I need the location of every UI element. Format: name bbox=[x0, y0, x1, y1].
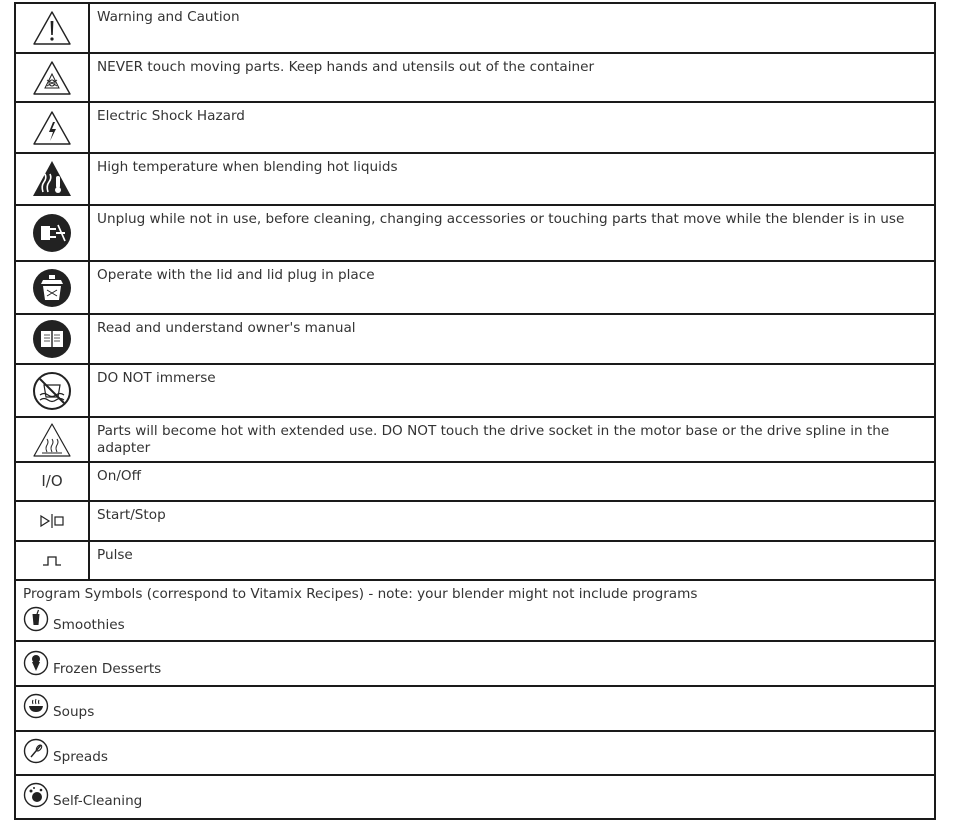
program-item bbox=[23, 650, 927, 676]
symbol-cell bbox=[15, 314, 89, 364]
symbol-description: Parts will become hot with extended use. DO NOT touch the drive socket in the motor base or the drive spline in the adapter bbox=[89, 417, 935, 462]
self-cleaning-icon bbox=[23, 782, 49, 808]
symbol-cell bbox=[15, 541, 89, 580]
symbol-cell bbox=[15, 462, 89, 501]
symbol-description: NEVER touch moving parts. Keep hands and utensils out of the container bbox=[89, 53, 935, 102]
program-cell bbox=[15, 775, 935, 819]
program-item bbox=[23, 693, 927, 719]
table-row bbox=[15, 686, 935, 731]
table-row bbox=[15, 3, 935, 53]
table-row bbox=[15, 501, 935, 541]
symbol-description: Electric Shock Hazard bbox=[89, 102, 935, 153]
symbols-table-container bbox=[14, 2, 936, 820]
table-row bbox=[15, 417, 935, 462]
table-row bbox=[15, 261, 935, 314]
symbol-description: Unplug while not in use, before cleaning, changing accessories or touching parts that move while the blender is in use bbox=[89, 205, 935, 261]
symbol-description: Start/Stop bbox=[89, 501, 935, 541]
table-row bbox=[15, 462, 935, 501]
table-row bbox=[15, 153, 935, 205]
hot-surface-triangle-icon bbox=[32, 422, 72, 458]
moving-parts-triangle-icon bbox=[32, 60, 72, 96]
program-cell bbox=[15, 686, 935, 731]
electric-shock-triangle-icon bbox=[32, 110, 72, 146]
symbol-cell bbox=[15, 417, 89, 462]
symbol-description: DO NOT immerse bbox=[89, 364, 935, 417]
on-off-symbol: I/O bbox=[41, 471, 63, 490]
symbol-cell bbox=[15, 501, 89, 541]
lid-in-place-icon bbox=[32, 268, 72, 308]
program-cell bbox=[15, 731, 935, 775]
table-row bbox=[15, 731, 935, 775]
program-section-header: Program Symbols (correspond to Vitamix Recipes) - note: your blender might not include programs bbox=[23, 586, 698, 602]
table-row bbox=[15, 364, 935, 417]
symbol-description: Warning and Caution bbox=[89, 3, 935, 53]
table-row bbox=[15, 102, 935, 153]
table-row bbox=[15, 775, 935, 819]
program-label: Self-Cleaning bbox=[53, 793, 143, 809]
symbol-cell bbox=[15, 364, 89, 417]
program-label: Soups bbox=[53, 704, 95, 720]
safety-symbols-table bbox=[14, 2, 936, 820]
spread-icon bbox=[23, 738, 49, 764]
program-label: Smoothies bbox=[53, 617, 125, 633]
table-row bbox=[15, 641, 935, 686]
symbol-description: Read and understand owner's manual bbox=[89, 314, 935, 364]
symbol-description: Operate with the lid and lid plug in place bbox=[89, 261, 935, 314]
program-label: Spreads bbox=[53, 749, 108, 765]
table-row bbox=[15, 314, 935, 364]
hot-liquid-triangle-icon bbox=[32, 160, 72, 198]
symbol-cell bbox=[15, 3, 89, 53]
symbol-cell bbox=[15, 153, 89, 205]
program-cell bbox=[15, 641, 935, 686]
table-row bbox=[15, 580, 935, 641]
start-stop-icon bbox=[38, 513, 66, 529]
table-row bbox=[15, 53, 935, 102]
soup-icon bbox=[23, 693, 49, 719]
program-label: Frozen Desserts bbox=[53, 661, 162, 677]
symbol-description: On/Off bbox=[89, 462, 935, 501]
exclamation-triangle-icon bbox=[32, 10, 72, 46]
program-item bbox=[23, 738, 927, 764]
smoothie-icon bbox=[23, 606, 49, 632]
unplug-icon bbox=[32, 213, 72, 253]
symbol-cell bbox=[15, 205, 89, 261]
program-item bbox=[23, 606, 927, 632]
frozen-dessert-icon bbox=[23, 650, 49, 676]
pulse-icon bbox=[41, 555, 63, 567]
program-section bbox=[15, 580, 935, 641]
symbol-description: Pulse bbox=[89, 541, 935, 580]
do-not-immerse-icon bbox=[32, 371, 72, 411]
symbol-cell bbox=[15, 261, 89, 314]
table-row bbox=[15, 205, 935, 261]
read-manual-icon bbox=[32, 319, 72, 359]
program-item bbox=[23, 782, 927, 808]
symbol-description: High temperature when blending hot liquids bbox=[89, 153, 935, 205]
symbol-cell bbox=[15, 102, 89, 153]
table-row bbox=[15, 541, 935, 580]
symbol-cell bbox=[15, 53, 89, 102]
